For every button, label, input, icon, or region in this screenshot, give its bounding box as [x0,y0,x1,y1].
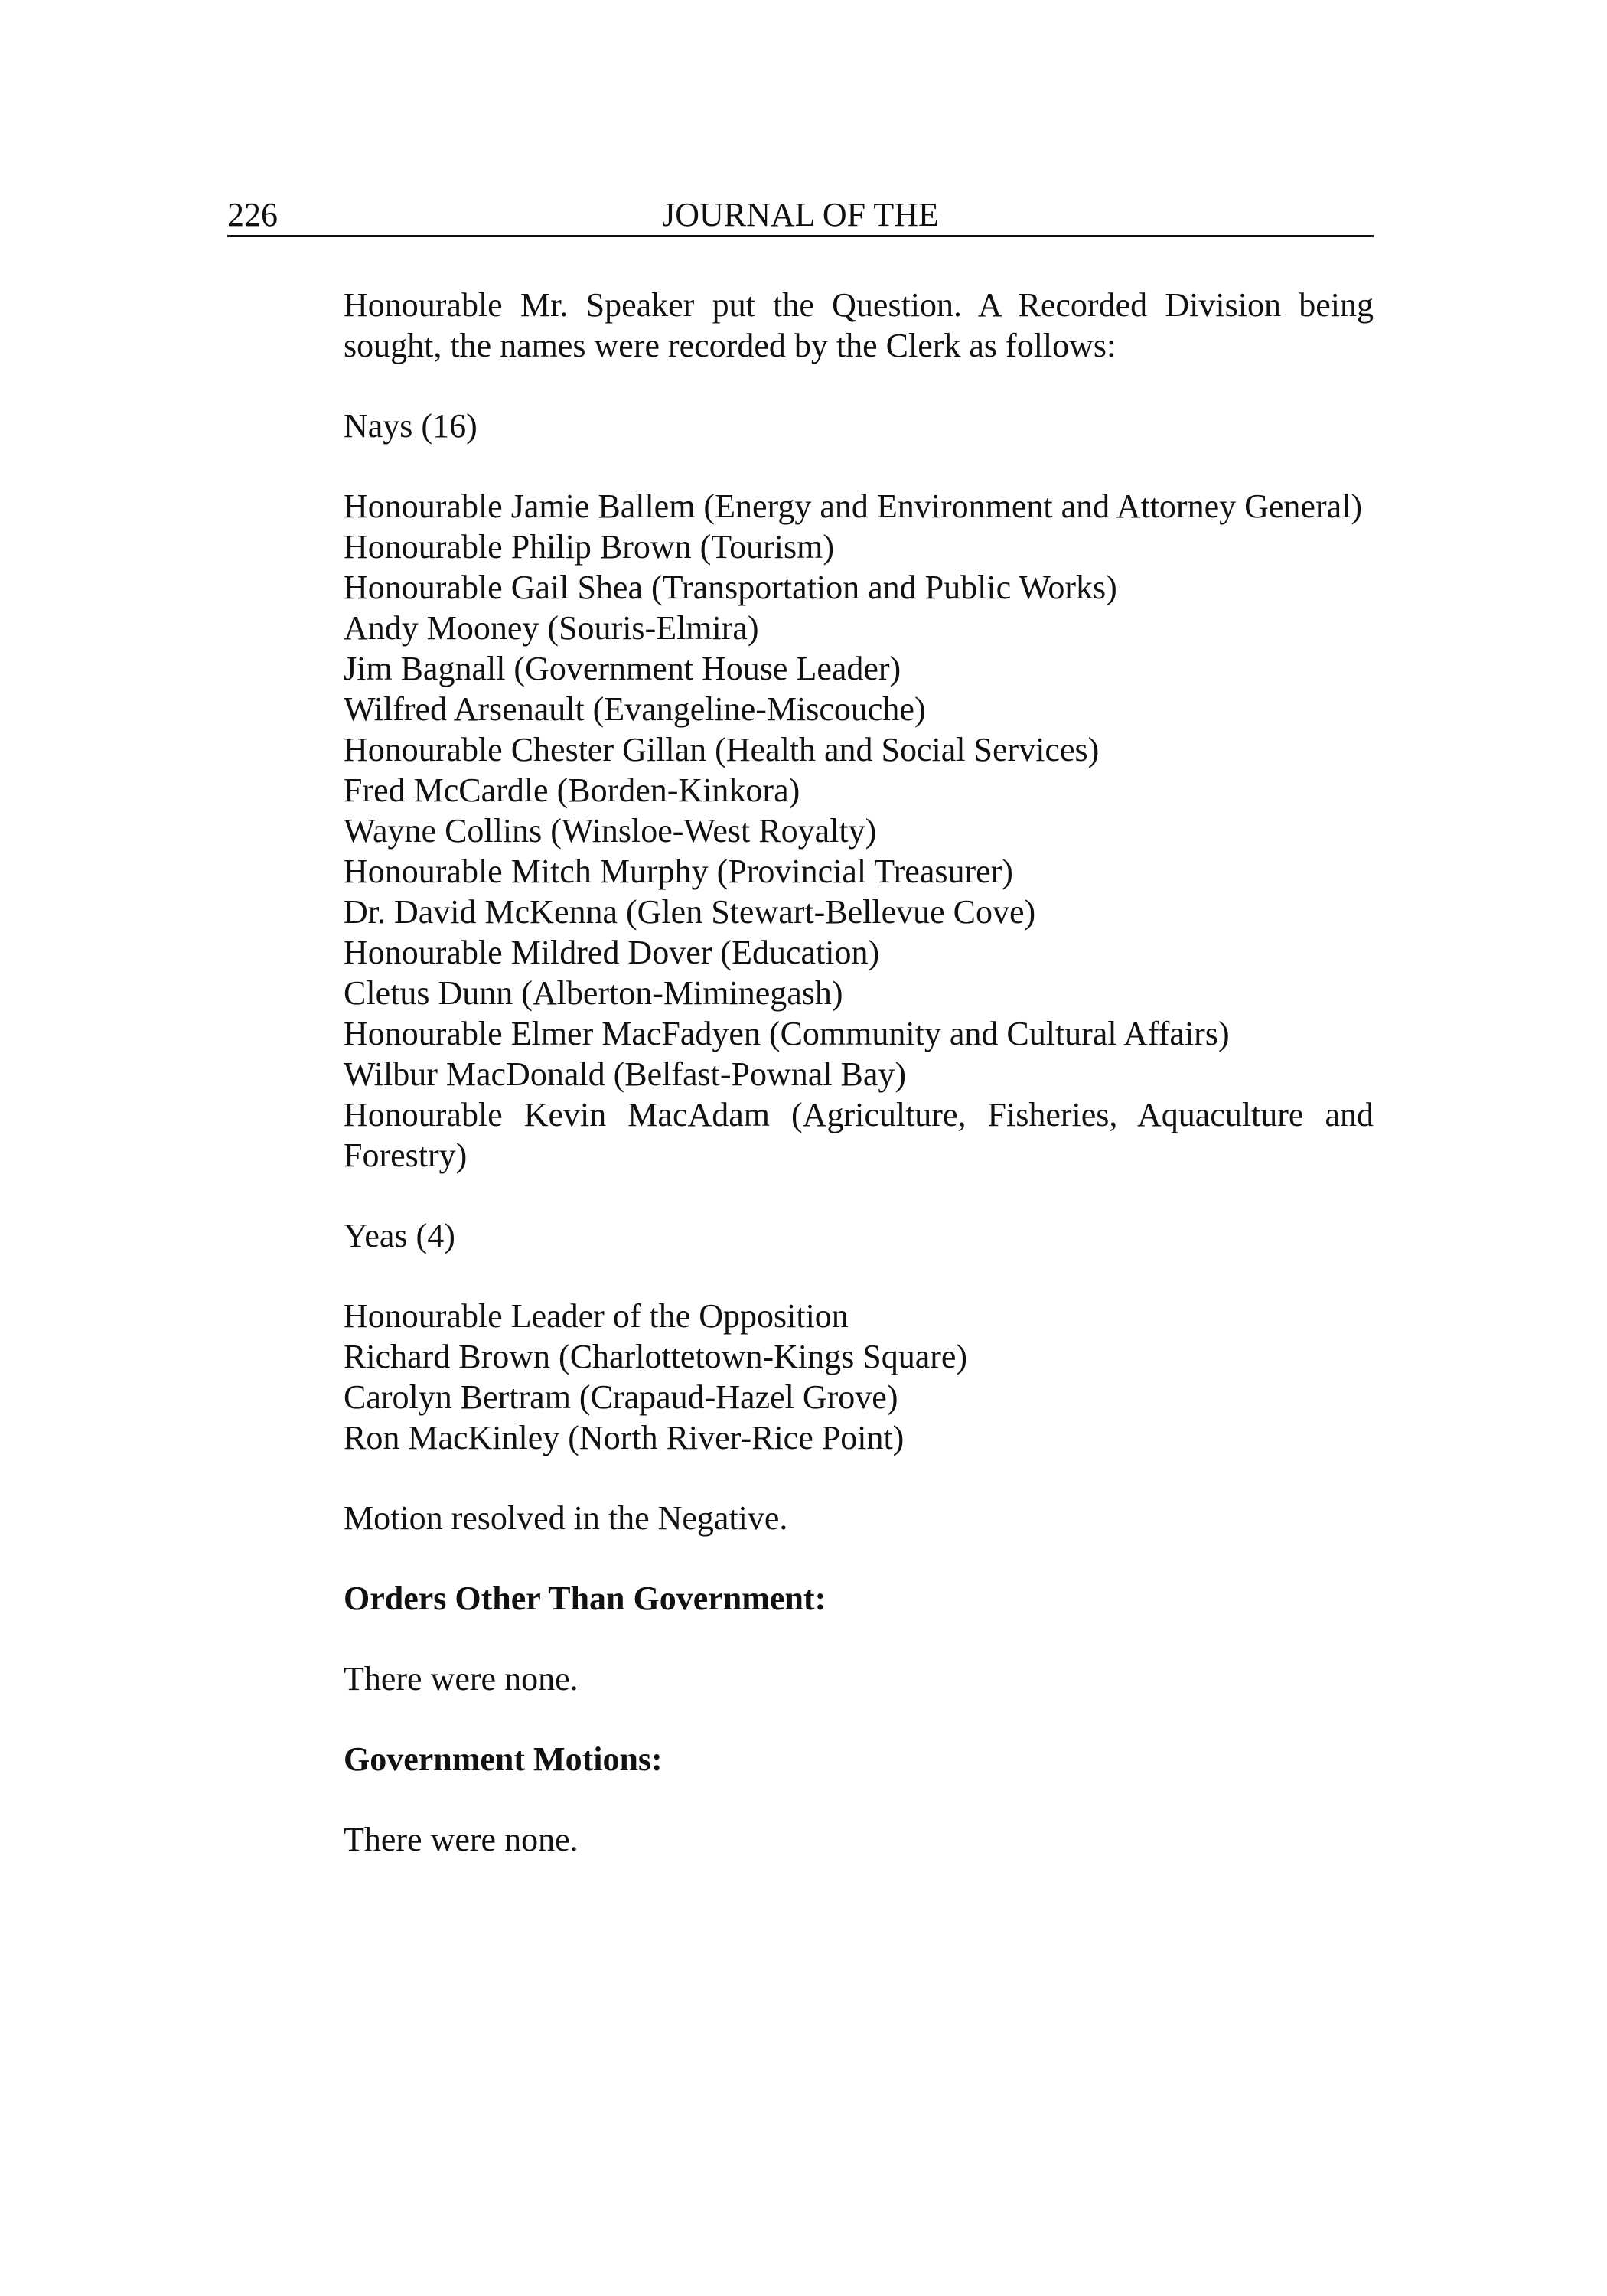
nay-member: Jim Bagnall (Government House Leader) [344,650,901,687]
nay-member: Honourable Kevin MacAdam (Agriculture, Fisheries, Aquaculture and Forestry) [344,1096,1374,1174]
page-number: 226 [227,196,278,233]
yeas-list [344,1296,1374,1458]
nay-member: Fred McCardle (Borden-Kinkora) [344,771,800,809]
page-header [227,195,1374,237]
running-title: JOURNAL OF THE [662,196,939,233]
nay-member: Honourable Elmer MacFadyen (Community and Cultural Affairs) [344,1015,1230,1052]
yeas-heading: Yeas (4) [344,1217,455,1254]
nay-member: Honourable Mitch Murphy (Provincial Treasurer) [344,853,1013,890]
government-motions-heading: Government Motions: [344,1740,663,1778]
motion-result: Motion resolved in the Negative. [344,1499,788,1537]
nay-member: Wilbur MacDonald (Belfast-Pownal Bay) [344,1055,907,1093]
nay-member: Wilfred Arsenault (Evangeline-Miscouche) [344,690,926,728]
nay-member: Honourable Philip Brown (Tourism) [344,528,834,566]
nays-heading: Nays (16) [344,407,478,445]
government-motions-text: There were none. [344,1821,579,1858]
nay-member: Dr. David McKenna (Glen Stewart-Bellevue Cove) [344,893,1036,931]
nays-list [344,486,1374,1176]
nay-member: Honourable Chester Gillan (Health and Social Services) [344,731,1100,768]
orders-other-text: There were none. [344,1660,579,1698]
page-body [344,285,1374,1900]
orders-other-heading: Orders Other Than Government: [344,1580,826,1617]
yea-member: Richard Brown (Charlottetown-Kings Square) [344,1338,968,1375]
nay-member: Wayne Collins (Winsloe-West Royalty) [344,812,877,850]
nay-member: Cletus Dunn (Alberton-Miminegash) [344,974,843,1012]
yea-member: Ron MacKinley (North River-Rice Point) [344,1419,905,1456]
nay-member: Andy Mooney (Souris-Elmira) [344,609,759,647]
nay-member: Honourable Jamie Ballem (Energy and Environment and Attorney General) [344,488,1362,525]
yea-member: Carolyn Bertram (Crapaud-Hazel Grove) [344,1378,898,1416]
intro-paragraph: Honourable Mr. Speaker put the Question. A Recorded Division being sought, the names were recorded by the Clerk as follows: [344,286,1374,364]
nay-member: Honourable Gail Shea (Transportation and Public Works) [344,569,1117,606]
yea-member: Honourable Leader of the Opposition [344,1297,849,1335]
nay-member: Honourable Mildred Dover (Education) [344,934,880,971]
